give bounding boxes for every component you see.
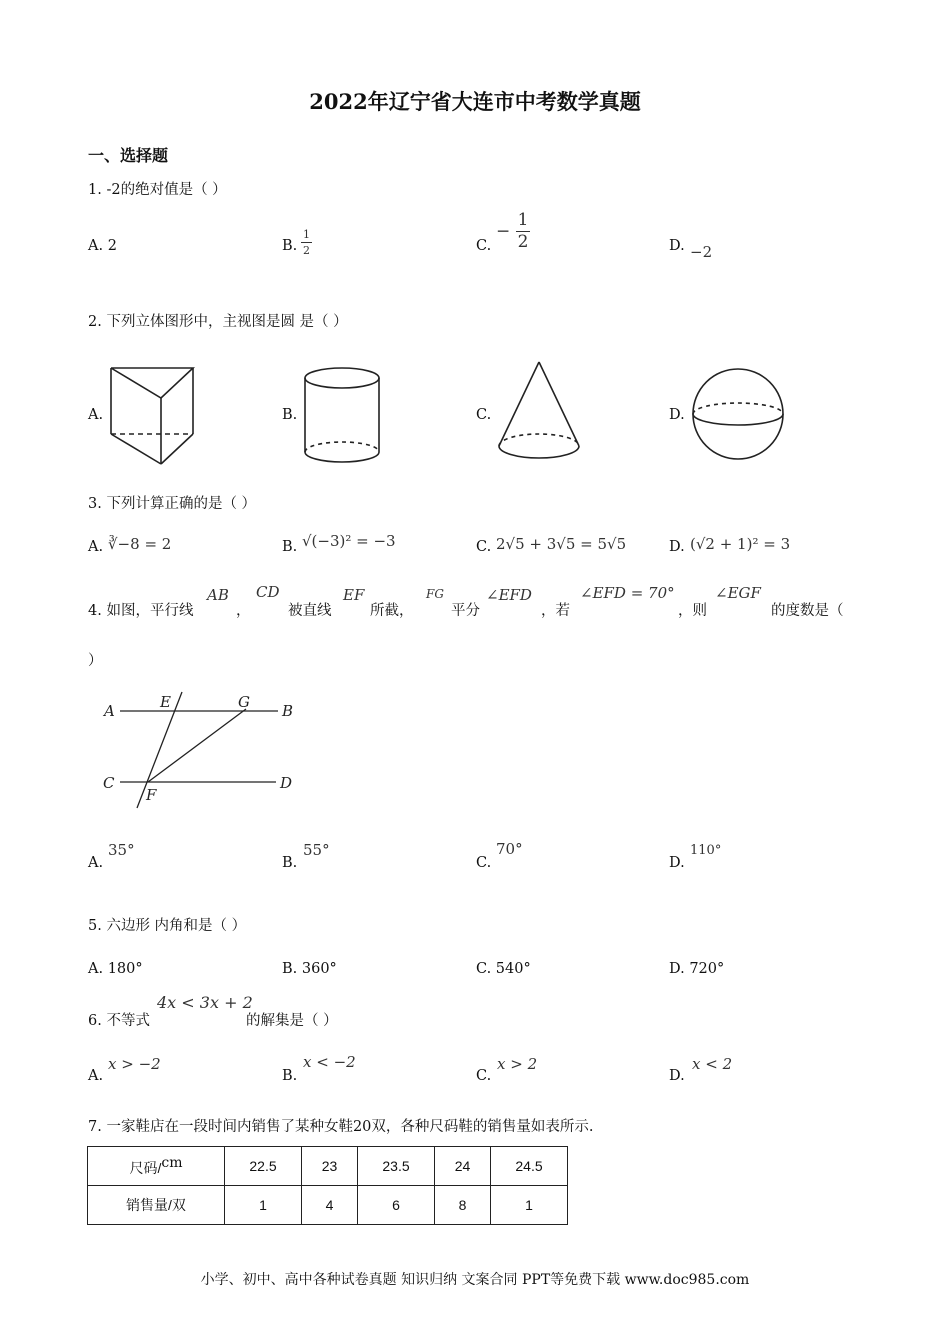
q5-option-c: C. 540° bbox=[476, 961, 531, 977]
q3-option-a-label: A. bbox=[88, 539, 104, 555]
q2-option-b-label: B. bbox=[282, 407, 298, 423]
q4-stem-part7: 的度数是（ bbox=[771, 603, 844, 619]
table-cell: 24.5 bbox=[491, 1147, 568, 1186]
cylinder-icon bbox=[300, 364, 384, 468]
q4-stem-part3: 所截， bbox=[370, 603, 414, 619]
q4-stem-part2: 被直线 bbox=[288, 603, 332, 619]
q4-option-a-value: 35° bbox=[108, 841, 135, 859]
q5-stem: 5. 六边形 内角和是（ ） bbox=[88, 918, 247, 934]
q1-option-b-fraction bbox=[301, 229, 312, 256]
q4-stem-part6: ，则 bbox=[678, 603, 707, 619]
q4-option-b-label: B. bbox=[282, 855, 298, 871]
q6-stem-part1: 6. 不等式 bbox=[88, 1013, 150, 1029]
table-cell: 4 bbox=[302, 1186, 358, 1225]
q4-option-a-label: A. bbox=[88, 855, 104, 871]
q2-option-d-label: D. bbox=[669, 407, 685, 423]
size-header-text: 尺码/ bbox=[129, 1159, 162, 1176]
table-header-size bbox=[88, 1147, 225, 1186]
figure-label-c: C bbox=[103, 774, 115, 792]
q4-option-b-value: 55° bbox=[303, 841, 330, 859]
table-cell: 23 bbox=[302, 1147, 358, 1186]
q1-option-d-value: −2 bbox=[690, 243, 713, 261]
q1-option-c-label: C. bbox=[476, 238, 492, 254]
q3-option-d-expr: (√2 + 1)² = 3 bbox=[690, 535, 791, 553]
q6-inequality: 4x < 3x + 2 bbox=[157, 993, 253, 1012]
q6-stem-part2: 的解集是（ ） bbox=[246, 1013, 338, 1029]
figure-label-g: G bbox=[238, 693, 250, 711]
q3-option-b-expr: √(−3)² = −3 bbox=[302, 532, 396, 550]
table-header-sales: 销售量/双 bbox=[88, 1186, 225, 1225]
q7-stem: 7. 一家鞋店在一段时间内销售了某种女鞋20双，各种尺码鞋的销售量如表所示. bbox=[88, 1119, 594, 1135]
q4-sep: ， bbox=[236, 603, 251, 619]
q2-stem: 2. 下列立体图形中，主视图是圆 是（ ） bbox=[88, 314, 348, 330]
q6-option-a-value: x > −2 bbox=[108, 1055, 161, 1073]
table-row bbox=[88, 1147, 568, 1186]
parallel-lines-figure bbox=[100, 690, 300, 812]
q5-option-d: D. 720° bbox=[669, 961, 725, 977]
q1-c-sign: − bbox=[496, 221, 511, 242]
q3-option-a-expr: ∛−8 = 2 bbox=[108, 535, 172, 553]
page-footer: 小学、初中、高中各种试卷真题 知识归纳 文案合同 PPT等免费下载 www.doc985.com bbox=[200, 1272, 750, 1288]
q4-line-fg: FG bbox=[426, 587, 444, 601]
figure-label-b: B bbox=[282, 702, 294, 720]
table-cell: 23.5 bbox=[358, 1147, 435, 1186]
size-sales-table bbox=[87, 1146, 568, 1225]
q4-option-d-label: D. bbox=[669, 855, 685, 871]
cone-icon bbox=[494, 358, 584, 464]
triangular-prism-icon bbox=[105, 362, 201, 468]
q6-option-d-label: D. bbox=[669, 1068, 685, 1084]
q4-stem-part1: 4. 如图，平行线 bbox=[88, 603, 194, 619]
q5-option-b: B. 360° bbox=[282, 961, 337, 977]
q3-option-c-label: C. bbox=[476, 539, 492, 555]
q1-option-b-label: B. bbox=[282, 238, 298, 254]
page-title: 2022年辽宁省大连市中考数学真题 bbox=[309, 89, 641, 114]
q6-option-a-label: A. bbox=[88, 1068, 104, 1084]
q4-angle-efd-70: ∠EFD = 70° bbox=[580, 584, 675, 602]
q4-stem-part5: ，若 bbox=[541, 603, 570, 619]
q1-option-c-fraction bbox=[496, 212, 530, 251]
q6-option-b-label: B. bbox=[282, 1068, 298, 1084]
sphere-icon bbox=[690, 366, 788, 462]
q1-stem: 1. -2的绝对值是（ ） bbox=[88, 182, 227, 198]
q3-option-d-label: D. bbox=[669, 539, 685, 555]
q5-option-a: A. 180° bbox=[88, 961, 143, 977]
q4-angle-egf: ∠EGF bbox=[715, 584, 761, 602]
q4-option-c-label: C. bbox=[476, 855, 492, 871]
q1-option-d-label: D. bbox=[669, 238, 685, 254]
q1-option-a: A. 2 bbox=[88, 238, 117, 254]
q4-option-d-value: 110° bbox=[690, 843, 722, 858]
q4-line-cd: CD bbox=[256, 583, 280, 601]
q1-b-numerator: 1 bbox=[303, 228, 310, 241]
q2-option-a-label: A. bbox=[88, 407, 104, 423]
q3-option-b-label: B. bbox=[282, 539, 298, 555]
table-row bbox=[88, 1186, 568, 1225]
q4-angle-efd: ∠EFD bbox=[486, 586, 532, 604]
figure-label-d: D bbox=[280, 774, 293, 792]
table-cell: 24 bbox=[435, 1147, 491, 1186]
q3-stem: 3. 下列计算正确的是（ ） bbox=[88, 496, 257, 512]
q6-option-c-label: C. bbox=[476, 1068, 492, 1084]
q2-option-c-label: C. bbox=[476, 407, 492, 423]
q6-option-c-value: x > 2 bbox=[497, 1055, 538, 1073]
figure-label-f: F bbox=[146, 786, 157, 804]
q6-option-d-value: x < 2 bbox=[692, 1055, 733, 1073]
figure-label-a: A bbox=[104, 702, 115, 720]
section-heading: 一、选择题 bbox=[88, 146, 169, 165]
line-fg bbox=[148, 709, 246, 782]
q4-line-ef: EF bbox=[343, 586, 365, 604]
table-cell: 8 bbox=[435, 1186, 491, 1225]
q4-stem-part4: 平分 bbox=[451, 603, 480, 619]
q1-c-numerator: 1 bbox=[517, 210, 529, 230]
q4-stem-part8: ） bbox=[88, 653, 103, 669]
q1-c-denominator: 2 bbox=[517, 232, 529, 252]
q3-option-c-expr: 2√5 + 3√5 = 5√5 bbox=[496, 535, 627, 553]
table-cell: 1 bbox=[225, 1186, 302, 1225]
figure-label-e: E bbox=[160, 693, 171, 711]
table-cell: 1 bbox=[491, 1186, 568, 1225]
table-cell: 22.5 bbox=[225, 1147, 302, 1186]
q1-b-denominator: 2 bbox=[303, 244, 310, 257]
size-header-unit: cm bbox=[161, 1154, 183, 1171]
q4-option-c-value: 70° bbox=[496, 840, 523, 858]
q6-option-b-value: x < −2 bbox=[303, 1053, 356, 1071]
table-cell: 6 bbox=[358, 1186, 435, 1225]
q4-line-ab: AB bbox=[207, 586, 229, 604]
